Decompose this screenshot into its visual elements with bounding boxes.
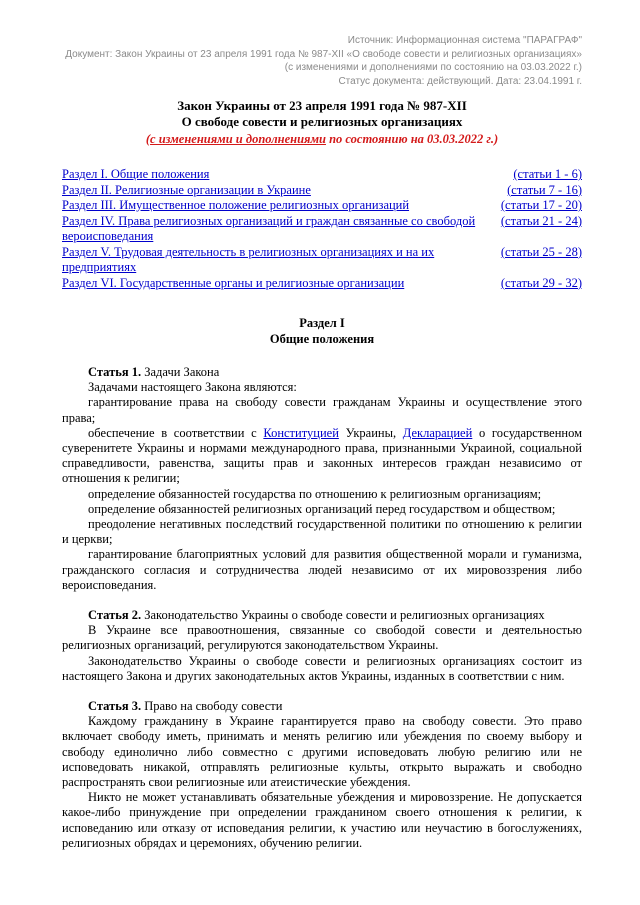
meta-source: Источник: Информационная система "ПАРАГРАФ" [347,35,582,46]
toc-articles-link-3[interactable]: (статьи 17 - 20) [500,198,582,212]
toc-articles-link-2[interactable]: (статьи 7 - 16) [507,182,582,197]
toc-articles-link-6[interactable]: (статьи 29 - 32) [500,275,582,290]
toc-row [62,183,582,199]
article-1-paragraph: гарантирование права на свободу совести гражданам Украины и осуществление этого права; [62,395,582,425]
document-body [62,365,582,851]
toc-link-section-6[interactable]: Раздел VI. Государственные органы и религиозные организации [62,275,405,290]
article-3-heading [62,699,582,714]
section-heading [62,315,582,347]
article-1-paragraph: определение обязанностей государства по отношению к религиозным организациям; [88,486,542,501]
table-of-contents [62,167,582,291]
article-1-title: Задачи Закона [141,365,220,379]
document-title-line1: Закон Украины от 23 апреля 1991 года № 987-XII [177,98,467,113]
toc-row [62,214,582,245]
meta-document: Документ: Закон Украины от 23 апреля 1991 года № 987-XII «О свободе совести и религиозных организациях» (с изменениями и дополнениями по состоянию на 03.03.2022 г.) [65,49,582,73]
toc-articles-link-1[interactable]: (статьи 1 - 6) [513,167,582,181]
article-1-paragraph: определение обязанностей религиозных организаций перед государством и обществом; [88,501,556,516]
article-3-paragraph: Каждому гражданину в Украине гарантируется право на свободу совести. Это право включает свободу иметь, принимать и менять религию или убеждения по своему выбору и свободу единолично либо совместно с другими исповедовать любую религию или не исповедовать никакой, отправлять религиозные культы, открыто выражать и свободно распространять свои религиозные или атеистические убеждения. [62,714,582,790]
article-2-heading [62,608,582,623]
article-2-number: Статья 2. [88,608,142,623]
document-meta [62,34,582,88]
paragraph-text: о государственном суверенитете Украины и нормами международного права, признанными Украиной, социальной справедливости, равенства, защиты прав и законных интересов граждан независимо от отношения к религии; [62,425,582,486]
article-1-paragraph: Задачами настоящего Закона являются: [88,380,297,395]
article-2-paragraph: Законодательство Украины о свободе совести и религиозных организациях состоит из настоящего Закона и других законодательных актов Украины, изданных в соответствии с ним. [62,653,582,683]
document-title-line2: О свободе совести и религиозных организациях [181,114,463,129]
article-1-number: Статья 1. [88,365,142,379]
amendment-rest-text: по состоянию на 03.03.2022 г.) [325,132,499,146]
section-heading-line1: Раздел I [299,316,345,330]
article-1-paragraph: гарантирование благоприятных условий для развития общественной морали и гуманизма, гражданского согласия и сотрудничества людей независимо от их мировоззрения либо вероисповедания. [62,547,582,592]
declaration-link[interactable]: Декларацией [402,425,473,440]
toc-link-section-3[interactable]: Раздел III. Имущественное положение религиозных организаций [62,198,410,212]
toc-row [62,167,582,183]
section-heading-line2: Общие положения [269,332,375,346]
article-3-title: Право на свободу совести [141,699,283,714]
article-1-heading [62,365,582,380]
article-2-paragraph: В Украине все правоотношения, связанные со свободой совести и деятельностью религиозных организаций, регулируются законодательством Украины. [62,623,582,653]
toc-row [62,276,582,292]
amendment-open-paren: ( [145,132,151,146]
toc-link-section-4[interactable]: Раздел IV. Права религиозных организаций и граждан связанные со свободой вероисповедания [62,213,476,243]
toc-articles-link-5[interactable]: (статьи 25 - 28) [500,244,582,259]
constitution-link[interactable]: Конституцией [263,425,339,440]
amendment-line [62,132,582,147]
paragraph-text: обеспечение в соответствии с [88,425,264,440]
meta-status: Статус документа: действующий. Дата: 23.04.1991 г. [338,76,582,87]
toc-link-section-5[interactable]: Раздел V. Трудовая деятельность в религиозных организациях и на их предприятиях [62,244,435,274]
amendment-history-link[interactable]: с изменениями и дополнениями [150,132,326,146]
toc-articles-link-4[interactable]: (статьи 21 - 24) [500,213,582,228]
toc-row [62,198,582,214]
article-3-paragraph: Никто не может устанавливать обязательные убеждения и мировоззрение. Не допускается какое-либо принуждение при определении гражданином своего отношения к религии, к исповеданию или отказу от исповедания религии, к участию или неучастию в богослужениях, религиозных обрядах и церемониях, обучению религии. [62,790,582,850]
article-3-number: Статья 3. [88,699,142,714]
article-1-paragraph: преодоление негативных последствий государственной политики по отношению к религии и церкви; [62,517,582,547]
toc-link-section-1[interactable]: Раздел I. Общие положения [62,167,210,181]
toc-link-section-2[interactable]: Раздел II. Религиозные организации в Украине [62,182,311,197]
article-1-paragraph [62,426,582,487]
document-title-block [62,98,582,147]
toc-row [62,245,582,276]
article-2-title: Законодательство Украины о свободе совести и религиозных организациях [141,608,545,623]
paragraph-text: Украины, [338,425,403,440]
